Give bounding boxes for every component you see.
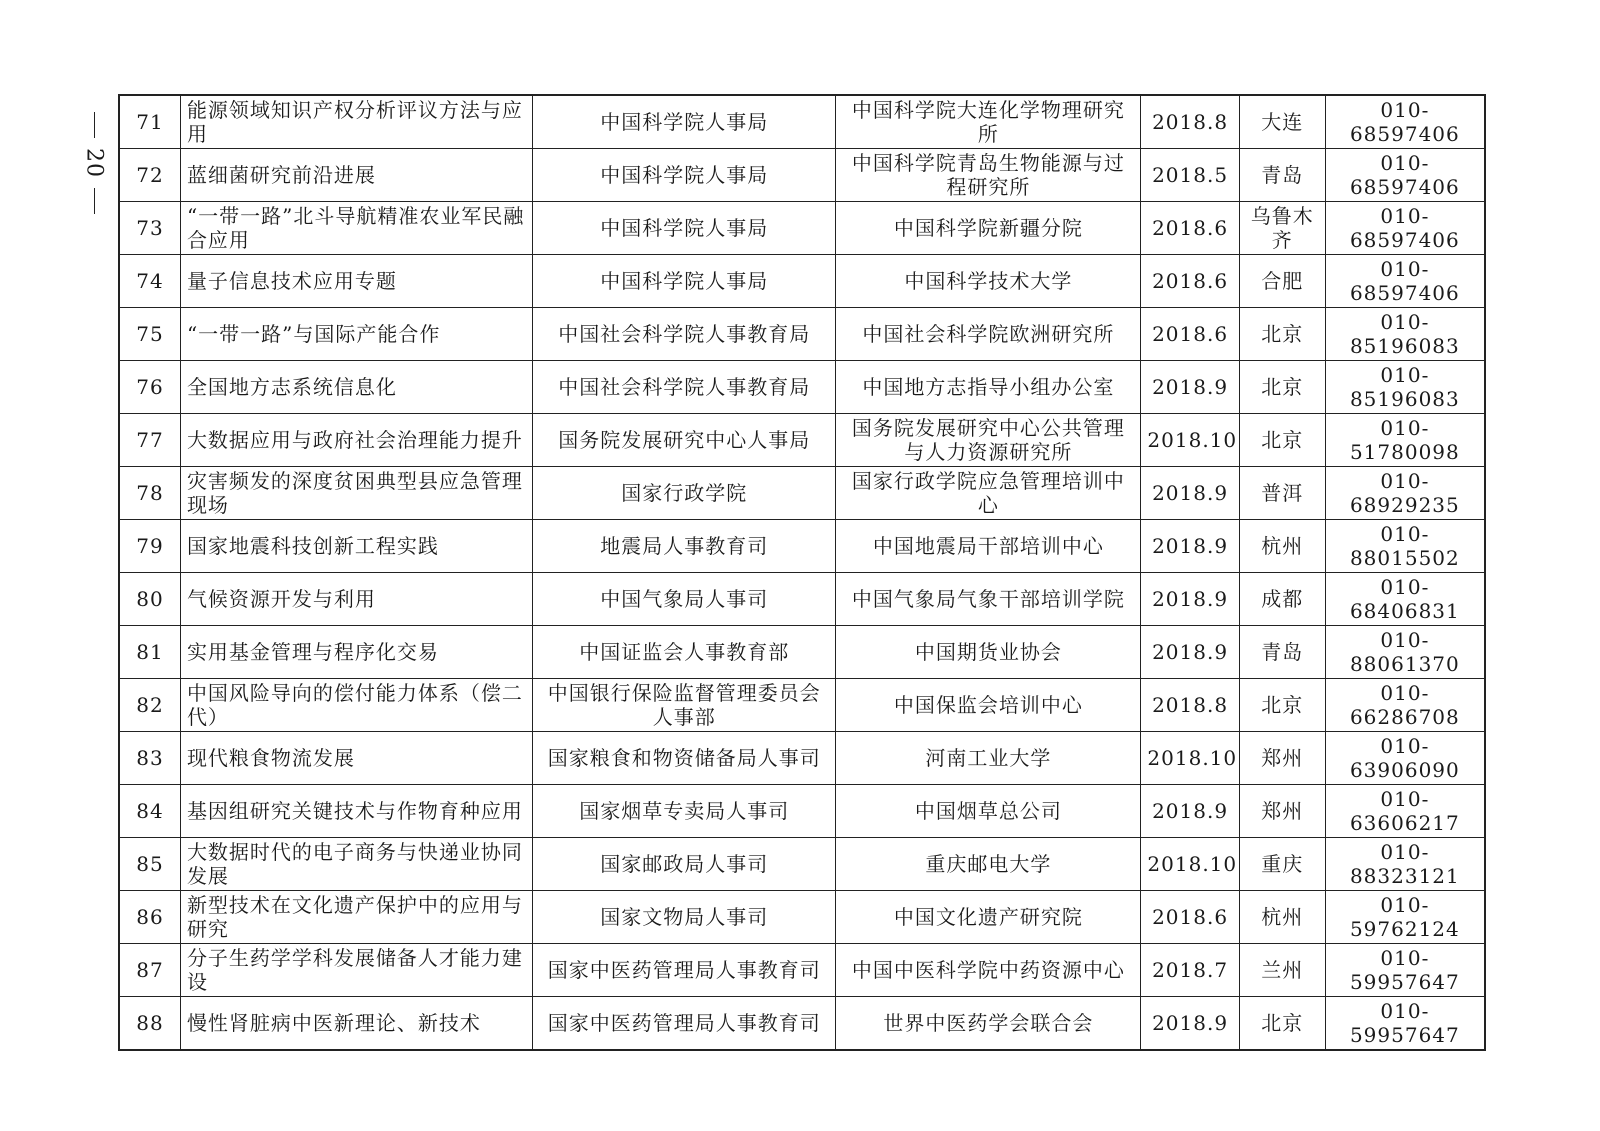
contact-phone-cell: 010-59957647 — [1325, 997, 1485, 1051]
host-unit-cell: 国务院发展研究中心公共管理与人力资源研究所 — [836, 414, 1141, 467]
host-unit-cell: 中国科学院新疆分院 — [836, 202, 1141, 255]
program-title-cell: 蓝细菌研究前沿进展 — [180, 149, 532, 202]
organizer-cell: 国家行政学院 — [533, 467, 836, 520]
host-unit-cell: 中国气象局气象干部培训学院 — [836, 573, 1141, 626]
date-cell: 2018.9 — [1141, 467, 1239, 520]
host-unit-cell: 中国地震局干部培训中心 — [836, 520, 1141, 573]
program-title-cell: 大数据应用与政府社会治理能力提升 — [180, 414, 532, 467]
row-number-cell: 71 — [119, 95, 180, 149]
row-number-cell: 86 — [119, 891, 180, 944]
location-cell: 合肥 — [1239, 255, 1325, 308]
contact-phone-cell: 010-68597406 — [1325, 149, 1485, 202]
page-number — [74, 112, 114, 214]
organizer-cell: 中国气象局人事司 — [533, 573, 836, 626]
program-title-cell: 新型技术在文化遗产保护中的应用与研究 — [180, 891, 532, 944]
contact-phone-cell: 010-85196083 — [1325, 361, 1485, 414]
program-title-cell: 大数据时代的电子商务与快递业协同发展 — [180, 838, 532, 891]
program-title-cell: 现代粮食物流发展 — [180, 732, 532, 785]
row-number-cell: 83 — [119, 732, 180, 785]
table-row — [119, 891, 1485, 944]
organizer-cell: 国家邮政局人事司 — [533, 838, 836, 891]
host-unit-cell: 中国烟草总公司 — [836, 785, 1141, 838]
table-row — [119, 149, 1485, 202]
contact-phone-cell: 010-88323121 — [1325, 838, 1485, 891]
row-number-cell: 78 — [119, 467, 180, 520]
host-unit-cell: 国家行政学院应急管理培训中心 — [836, 467, 1141, 520]
program-title-cell: 气候资源开发与利用 — [180, 573, 532, 626]
host-unit-cell: 河南工业大学 — [836, 732, 1141, 785]
table-row — [119, 255, 1485, 308]
row-number-cell: 87 — [119, 944, 180, 997]
table-row — [119, 573, 1485, 626]
contact-phone-cell: 010-68597406 — [1325, 95, 1485, 149]
row-number-cell: 77 — [119, 414, 180, 467]
organizer-cell: 国家烟草专卖局人事司 — [533, 785, 836, 838]
organizer-cell: 中国科学院人事局 — [533, 95, 836, 149]
program-title-cell: 中国风险导向的偿付能力体系（偿二代） — [180, 679, 532, 732]
location-cell: 普洱 — [1239, 467, 1325, 520]
table-row — [119, 732, 1485, 785]
date-cell: 2018.9 — [1141, 785, 1239, 838]
host-unit-cell: 中国社会科学院欧洲研究所 — [836, 308, 1141, 361]
location-cell: 重庆 — [1239, 838, 1325, 891]
host-unit-cell: 中国期货业协会 — [836, 626, 1141, 679]
table-body — [119, 95, 1485, 1050]
date-cell: 2018.10 — [1141, 732, 1239, 785]
table-row — [119, 944, 1485, 997]
location-cell: 北京 — [1239, 679, 1325, 732]
date-cell: 2018.9 — [1141, 520, 1239, 573]
program-title-cell: 分子生药学学科发展储备人才能力建设 — [180, 944, 532, 997]
date-cell: 2018.8 — [1141, 679, 1239, 732]
organizer-cell: 国家粮食和物资储备局人事司 — [533, 732, 836, 785]
table-row — [119, 202, 1485, 255]
contact-phone-cell: 010-68406831 — [1325, 573, 1485, 626]
table-row — [119, 308, 1485, 361]
contact-phone-cell: 010-51780098 — [1325, 414, 1485, 467]
table-row — [119, 414, 1485, 467]
host-unit-cell: 中国文化遗产研究院 — [836, 891, 1141, 944]
organizer-cell: 中国科学院人事局 — [533, 255, 836, 308]
contact-phone-cell: 010-63606217 — [1325, 785, 1485, 838]
host-unit-cell: 中国科学院大连化学物理研究所 — [836, 95, 1141, 149]
table-row — [119, 679, 1485, 732]
host-unit-cell: 中国保监会培训中心 — [836, 679, 1141, 732]
organizer-cell: 国家文物局人事司 — [533, 891, 836, 944]
contact-phone-cell: 010-68597406 — [1325, 202, 1485, 255]
table-row — [119, 520, 1485, 573]
page-number-text: 20 — [81, 148, 107, 178]
date-cell: 2018.10 — [1141, 838, 1239, 891]
table-row — [119, 838, 1485, 891]
location-cell: 成都 — [1239, 573, 1325, 626]
organizer-cell: 中国社会科学院人事教育局 — [533, 361, 836, 414]
program-title-cell: 灾害频发的深度贫困典型县应急管理现场 — [180, 467, 532, 520]
location-cell: 杭州 — [1239, 520, 1325, 573]
contact-phone-cell: 010-85196083 — [1325, 308, 1485, 361]
date-cell: 2018.10 — [1141, 414, 1239, 467]
organizer-cell: 中国科学院人事局 — [533, 202, 836, 255]
table-row — [119, 95, 1485, 149]
location-cell: 郑州 — [1239, 732, 1325, 785]
organizer-cell: 地震局人事教育司 — [533, 520, 836, 573]
organizer-cell: 国家中医药管理局人事教育司 — [533, 944, 836, 997]
row-number-cell: 75 — [119, 308, 180, 361]
contact-phone-cell: 010-59957647 — [1325, 944, 1485, 997]
row-number-cell: 85 — [119, 838, 180, 891]
date-cell: 2018.6 — [1141, 308, 1239, 361]
organizer-cell: 中国社会科学院人事教育局 — [533, 308, 836, 361]
table-row — [119, 785, 1485, 838]
contact-phone-cell: 010-63906090 — [1325, 732, 1485, 785]
location-cell: 青岛 — [1239, 149, 1325, 202]
row-number-cell: 84 — [119, 785, 180, 838]
host-unit-cell: 中国地方志指导小组办公室 — [836, 361, 1141, 414]
program-title-cell: 全国地方志系统信息化 — [180, 361, 532, 414]
date-cell: 2018.9 — [1141, 573, 1239, 626]
date-cell: 2018.6 — [1141, 255, 1239, 308]
location-cell: 北京 — [1239, 997, 1325, 1051]
location-cell: 兰州 — [1239, 944, 1325, 997]
organizer-cell: 国家中医药管理局人事教育司 — [533, 997, 836, 1051]
contact-phone-cell: 010-88015502 — [1325, 520, 1485, 573]
date-cell: 2018.6 — [1141, 202, 1239, 255]
location-cell: 郑州 — [1239, 785, 1325, 838]
organizer-cell: 中国银行保险监督管理委员会人事部 — [533, 679, 836, 732]
program-title-cell: 基因组研究关键技术与作物育种应用 — [180, 785, 532, 838]
date-cell: 2018.5 — [1141, 149, 1239, 202]
row-number-cell: 82 — [119, 679, 180, 732]
contact-phone-cell: 010-88061370 — [1325, 626, 1485, 679]
host-unit-cell: 中国科学技术大学 — [836, 255, 1141, 308]
row-number-cell: 72 — [119, 149, 180, 202]
organizer-cell: 国务院发展研究中心人事局 — [533, 414, 836, 467]
organizer-cell: 中国证监会人事教育部 — [533, 626, 836, 679]
contact-phone-cell: 010-68597406 — [1325, 255, 1485, 308]
page-number-dash-top — [94, 112, 95, 138]
host-unit-cell: 世界中医药学会联合会 — [836, 997, 1141, 1051]
date-cell: 2018.6 — [1141, 891, 1239, 944]
contact-phone-cell: 010-59762124 — [1325, 891, 1485, 944]
page-number-dash-bottom — [94, 188, 95, 214]
location-cell: 北京 — [1239, 308, 1325, 361]
date-cell: 2018.9 — [1141, 626, 1239, 679]
location-cell: 北京 — [1239, 414, 1325, 467]
row-number-cell: 80 — [119, 573, 180, 626]
program-title-cell: 量子信息技术应用专题 — [180, 255, 532, 308]
date-cell: 2018.7 — [1141, 944, 1239, 997]
row-number-cell: 76 — [119, 361, 180, 414]
host-unit-cell: 中国中医科学院中药资源中心 — [836, 944, 1141, 997]
location-cell: 青岛 — [1239, 626, 1325, 679]
organizer-cell: 中国科学院人事局 — [533, 149, 836, 202]
row-number-cell: 73 — [119, 202, 180, 255]
date-cell: 2018.8 — [1141, 95, 1239, 149]
location-cell: 北京 — [1239, 361, 1325, 414]
training-program-table — [118, 94, 1486, 1051]
date-cell: 2018.9 — [1141, 997, 1239, 1051]
host-unit-cell: 中国科学院青岛生物能源与过程研究所 — [836, 149, 1141, 202]
program-title-cell: 国家地震科技创新工程实践 — [180, 520, 532, 573]
table-row — [119, 467, 1485, 520]
program-title-cell: 慢性肾脏病中医新理论、新技术 — [180, 997, 532, 1051]
program-title-cell: 实用基金管理与程序化交易 — [180, 626, 532, 679]
program-title-cell: “一带一路”与国际产能合作 — [180, 308, 532, 361]
row-number-cell: 74 — [119, 255, 180, 308]
location-cell: 大连 — [1239, 95, 1325, 149]
program-title-cell: “一带一路”北斗导航精准农业军民融合应用 — [180, 202, 532, 255]
row-number-cell: 88 — [119, 997, 180, 1051]
table-row — [119, 626, 1485, 679]
program-title-cell: 能源领域知识产权分析评议方法与应用 — [180, 95, 532, 149]
date-cell: 2018.9 — [1141, 361, 1239, 414]
table-row — [119, 997, 1485, 1051]
row-number-cell: 81 — [119, 626, 180, 679]
contact-phone-cell: 010-68929235 — [1325, 467, 1485, 520]
row-number-cell: 79 — [119, 520, 180, 573]
table-row — [119, 361, 1485, 414]
location-cell: 乌鲁木齐 — [1239, 202, 1325, 255]
location-cell: 杭州 — [1239, 891, 1325, 944]
host-unit-cell: 重庆邮电大学 — [836, 838, 1141, 891]
contact-phone-cell: 010-66286708 — [1325, 679, 1485, 732]
